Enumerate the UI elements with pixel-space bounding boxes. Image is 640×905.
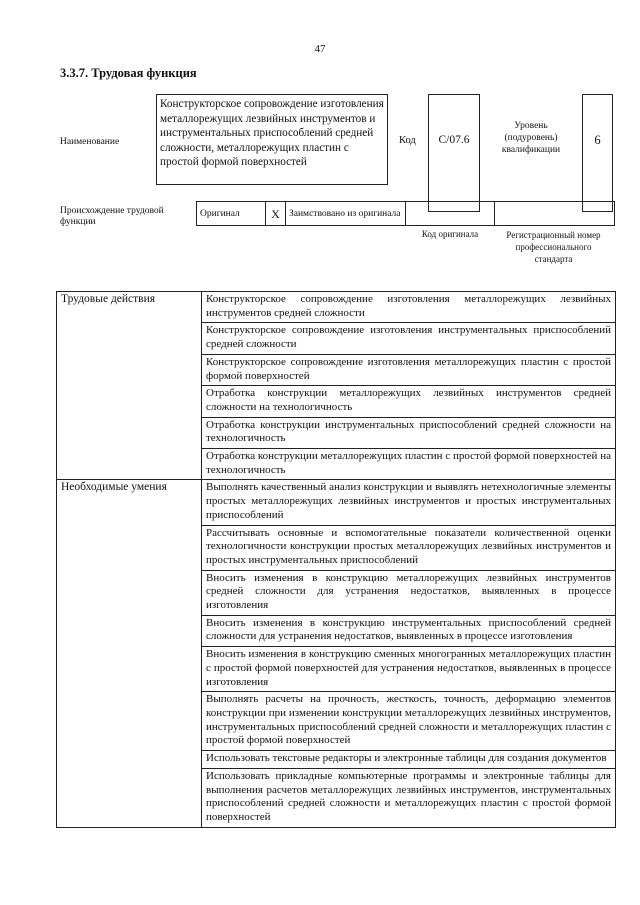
origin-borrowed-cell — [286, 202, 406, 226]
code-original-caption: Код оригинала — [421, 229, 479, 239]
origin-label: Происхождение трудовой функции — [60, 206, 164, 227]
origin-table — [196, 201, 615, 226]
reg-number-caption: Регистрационный номер профессионального стандарта — [506, 230, 601, 264]
origin-code-cell — [406, 202, 495, 226]
table-row — [57, 292, 616, 323]
origin-original-label: Оригинал — [200, 208, 240, 219]
table-row — [57, 480, 616, 525]
page-number: 47 — [314, 43, 326, 55]
function-details-table — [56, 291, 616, 828]
required-skills-header: Необходимые умения — [57, 480, 202, 827]
table-cell: Отработка конструкции металлорежущих пластин с простой формой поверхностей на технологичность — [202, 449, 616, 480]
section-title: 3.3.7. Трудовая функция — [60, 66, 197, 80]
table-cell: Использовать текстовые редакторы и электронные таблицы для создания документов — [202, 751, 616, 769]
table-cell: Выполнять качественный анализ конструкции и выявлять нетехнологичные элементы простых металлорежущих лезвийных инструментов и простых инструментальных приспособлений — [202, 480, 616, 525]
table-cell: Конструкторское сопровождение изготовления металлорежущих пластин с простой формой поверхностей — [202, 354, 616, 385]
origin-original-mark: X — [266, 202, 286, 226]
table-cell: Отработка конструкции инструментальных приспособлений средней сложности на технологичность — [202, 417, 616, 448]
table-cell: Конструкторское сопровождение изготовления металлорежущих лезвийных инструментов средней сложности — [202, 292, 616, 323]
labor-actions-header: Трудовые действия — [57, 292, 202, 480]
table-cell: Выполнять расчеты на прочность, жесткость, точность, деформацию элементов конструкции при изменении конструкции металлорежущих лезвийных инструментов, инструментальных приспособлений средней сложности и металлорежущих пластин с простой формой поверхностей — [202, 692, 616, 751]
table-cell: Конструкторское сопровождение изготовления инструментальных приспособлений средней сложности — [202, 323, 616, 354]
table-cell: Вносить изменения в конструкцию сменных многогранных металлорежущих пластин с простой формой поверхностей для устранения недостатков, выявленных в процессе изготовления — [202, 647, 616, 692]
name-label: Наименование — [60, 137, 120, 147]
table-cell: Вносить изменения в конструкцию металлорежущих лезвийных инструментов средней сложности для устранения недостатков, выявленных в процессе изготовления — [202, 570, 616, 615]
origin-borrowed-label: Заимствовано из оригинала — [289, 208, 401, 219]
table-cell: Использовать прикладные компьютерные программы и электронные таблицы для выполнения расчетов металлорежущих лезвийных инструментов, инструментальных приспособлений средней сложности и металлорежущих пластин с простой формой поверхностей — [202, 768, 616, 827]
origin-original-cell — [197, 202, 266, 226]
table-cell: Рассчитывать основные и вспомогательные показатели количественной оценки технологичности конструкции простых металлорежущих лезвийных инструментов и простых инструментальных приспособлений — [202, 525, 616, 570]
code-label: Код — [399, 135, 416, 146]
function-name-value: Конструкторское сопровождение изготовления металлорежущих лезвийных инструментов и инструментальных приспособлений средней сложности, металлорежущих пластин с простой формой поверхностей — [156, 94, 388, 185]
code-box — [428, 94, 480, 212]
qualification-level-box — [582, 94, 613, 212]
qualification-level-label: Уровень (подуровень) квалификации — [501, 121, 561, 155]
code-value: С/07.6 — [438, 134, 470, 146]
qualification-level-value: 6 — [594, 133, 601, 147]
origin-reg-number-cell — [495, 202, 615, 226]
table-cell: Вносить изменения в конструкцию инструментальных приспособлений средней сложности для устранения недостатков, выявленных в процессе изготовления — [202, 615, 616, 646]
table-cell: Отработка конструкции металлорежущих лезвийных инструментов средней сложности на технологичность — [202, 386, 616, 417]
